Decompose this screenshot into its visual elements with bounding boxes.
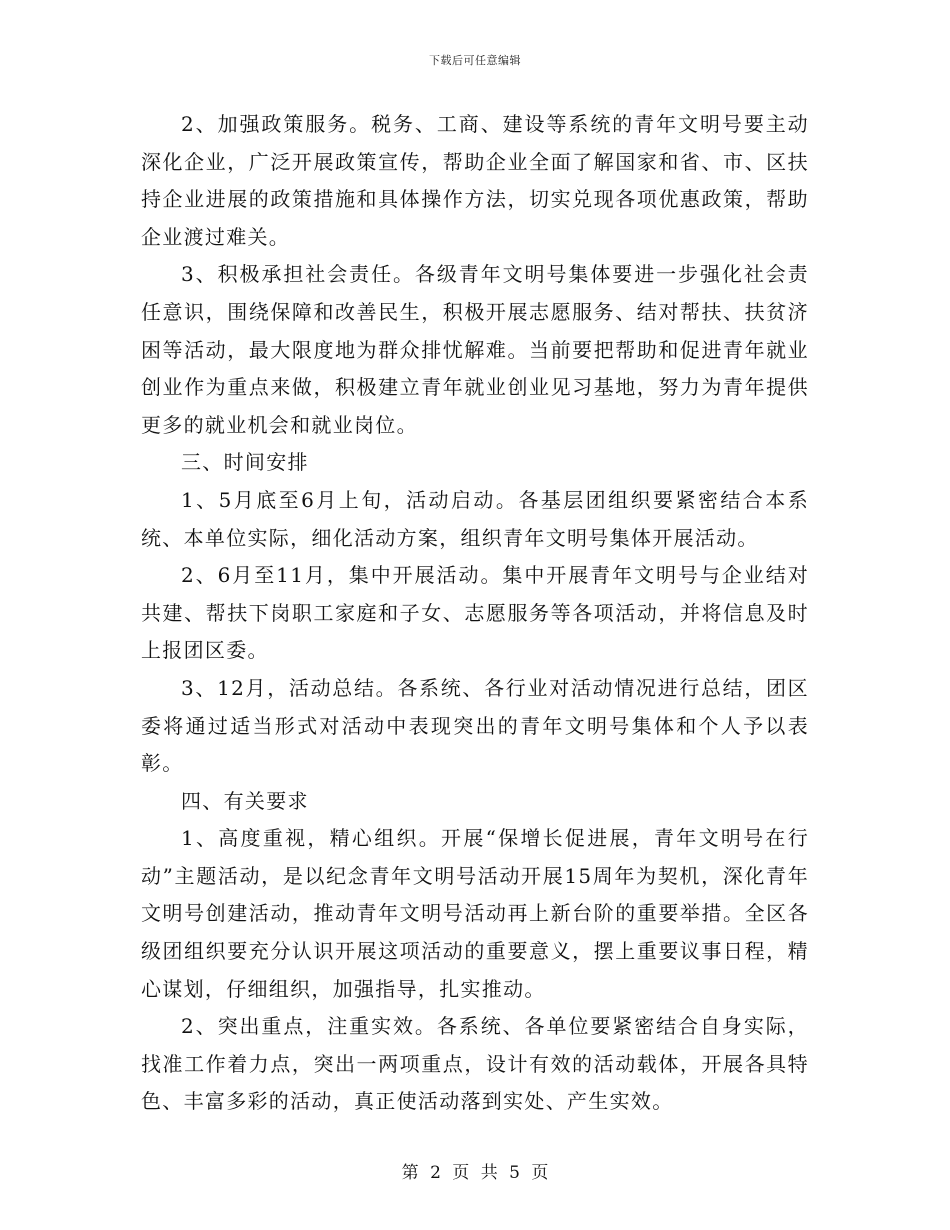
section-heading-schedule: 三、时间安排 xyxy=(181,450,309,475)
document-body xyxy=(141,106,809,1121)
paragraph-policy-service: 2、加强政策服务。税务、工商、建设等系统的青年文明号要主动深化企业，广泛开展政策宣传，帮助企业全面了解国家和省、市、区扶持企业进展的政策措施和具体操作方法，切实兑现各项优惠政策，帮助企业渡过难关。 xyxy=(141,112,809,249)
section-heading-requirements: 四、有关要求 xyxy=(181,788,309,813)
paragraph-requirement-focus: 2、突出重点，注重实效。各系统、各单位要紧密结合自身实际，找准工作着力点，突出一两项重点，设计有效的活动载体，开展各具特色、丰富多彩的活动，真正使活动落到实处、产生实效。 xyxy=(141,1014,809,1114)
paragraph-schedule-summary: 3、12月，活动总结。各系统、各行业对活动情况进行总结，团区委将通过适当形式对活动中表现突出的青年文明号集体和个人予以表彰。 xyxy=(141,675,809,776)
paragraph-schedule-launch: 1、5月底至6月上旬，活动启动。各基层团组织要紧密结合本系统、本单位实际，细化活动方案，组织青年文明号集体开展活动。 xyxy=(141,487,809,550)
paragraph-requirement-organize: 1、高度重视，精心组织。开展“保增长促进展，青年文明号在行动”主题活动，是以纪念青年文明号活动开展15周年为契机，深化青年文明号创建活动，推动青年文明号活动再上新台阶的重要举措。全区各级团组织要充分认识开展这项活动的重要意义，摆上重要议事日程，精心谋划，仔细组织，加强指导，扎实推动。 xyxy=(141,826,809,1001)
paragraph-schedule-activities: 2、6月至11月，集中开展活动。集中开展青年文明号与企业结对共建、帮扶下岗职工家庭和子女、志愿服务等各项活动，并将信息及时上报团区委。 xyxy=(141,563,809,663)
page-number-footer: 第 2 页 共 5 页 xyxy=(401,1163,549,1183)
page-header-note: 下载后可任意编辑 xyxy=(429,54,521,67)
paragraph-social-responsibility: 3、积极承担社会责任。各级青年文明号集体要进一步强化社会责任意识，围绕保障和改善民生，积极开展志愿服务、结对帮扶、扶贫济困等活动，最大限度地为群众排忧解难。当前要把帮助和促进青年就业创业作为重点来做，积极建立青年就业创业见习基地，努力为青年提供更多的就业机会和就业岗位。 xyxy=(141,262,809,437)
